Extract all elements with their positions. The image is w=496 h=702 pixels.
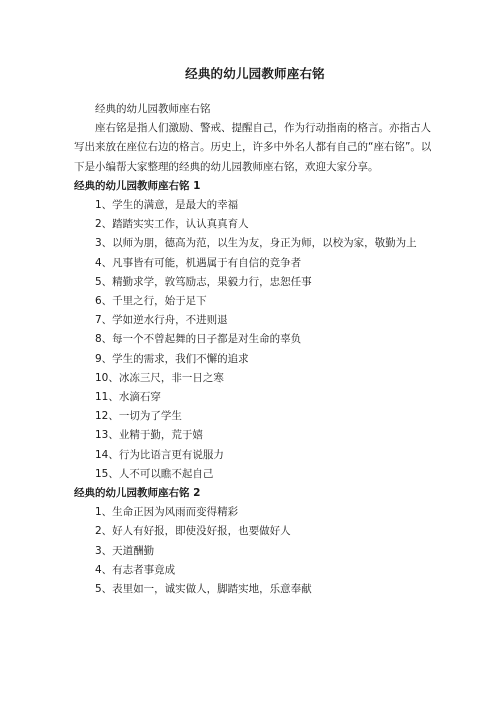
intro-paragraph: 座右铭是指人们激励、警戒、提醒自己，作为行动指南的格言。亦指古人写出来放在座位右边的格言。历史上，许多中外名人都有自己的“座右铭”。以下是小编帮大家整理的经典的幼儿园教师座右铭，欢迎大家分享。 <box>74 122 432 173</box>
motto-list-1 <box>74 196 436 484</box>
list-item: 13、业精于勤，荒于嬉 <box>95 429 203 442</box>
section-heading-2: 经典的幼儿园教师座右铭 2 <box>74 487 201 500</box>
list-item: 14、行为比语言更有说服力 <box>95 448 224 461</box>
list-item: 11、水滴石穿 <box>95 391 161 404</box>
list-item: 1、生命正因为风雨而变得精彩 <box>95 506 239 519</box>
list-item: 3、天道酬勤 <box>95 544 155 557</box>
document-subtitle: 经典的幼儿园教师座右铭 <box>95 103 211 115</box>
document-title: 经典的幼儿园教师座右铭 <box>185 66 325 81</box>
list-item: 7、学如逆水行舟，不进则退 <box>95 314 228 327</box>
section-heading-1: 经典的幼儿园教师座右铭 1 <box>74 179 201 192</box>
list-item: 1、学生的满意，是最大的幸福 <box>95 199 239 212</box>
list-item: 5、表里如一，诚实做人，脚踏实地，乐意奉献 <box>95 583 312 596</box>
list-item: 3、以师为朋，德高为范，以生为友，身正为师，以校为家，敬勤为上 <box>95 237 417 250</box>
list-item: 15、人不可以瞧不起自己 <box>95 467 214 480</box>
list-item: 9、学生的需求，我们不懈的追求 <box>95 352 249 365</box>
list-item: 2、好人有好报，即使没好报，也要做好人 <box>95 525 291 538</box>
motto-list-2 <box>74 503 436 599</box>
list-item: 8、每一个不曾起舞的日子都是对生命的辜负 <box>95 333 302 346</box>
list-item: 2、踏踏实实工作，认认真真育人 <box>95 218 249 231</box>
list-item: 12、一切为了学生 <box>95 410 182 423</box>
list-item: 4、有志者事竟成 <box>95 563 176 576</box>
list-item: 5、精勤求学，敦笃励志，果毅力行，忠恕任事 <box>95 275 312 288</box>
list-item: 4、凡事皆有可能，机遇属于有自信的竞争者 <box>95 256 302 269</box>
list-item: 6、千里之行，始于足下 <box>95 295 207 308</box>
list-item: 10、冰冻三尺，非一日之寒 <box>95 371 224 384</box>
document-page <box>74 66 436 599</box>
